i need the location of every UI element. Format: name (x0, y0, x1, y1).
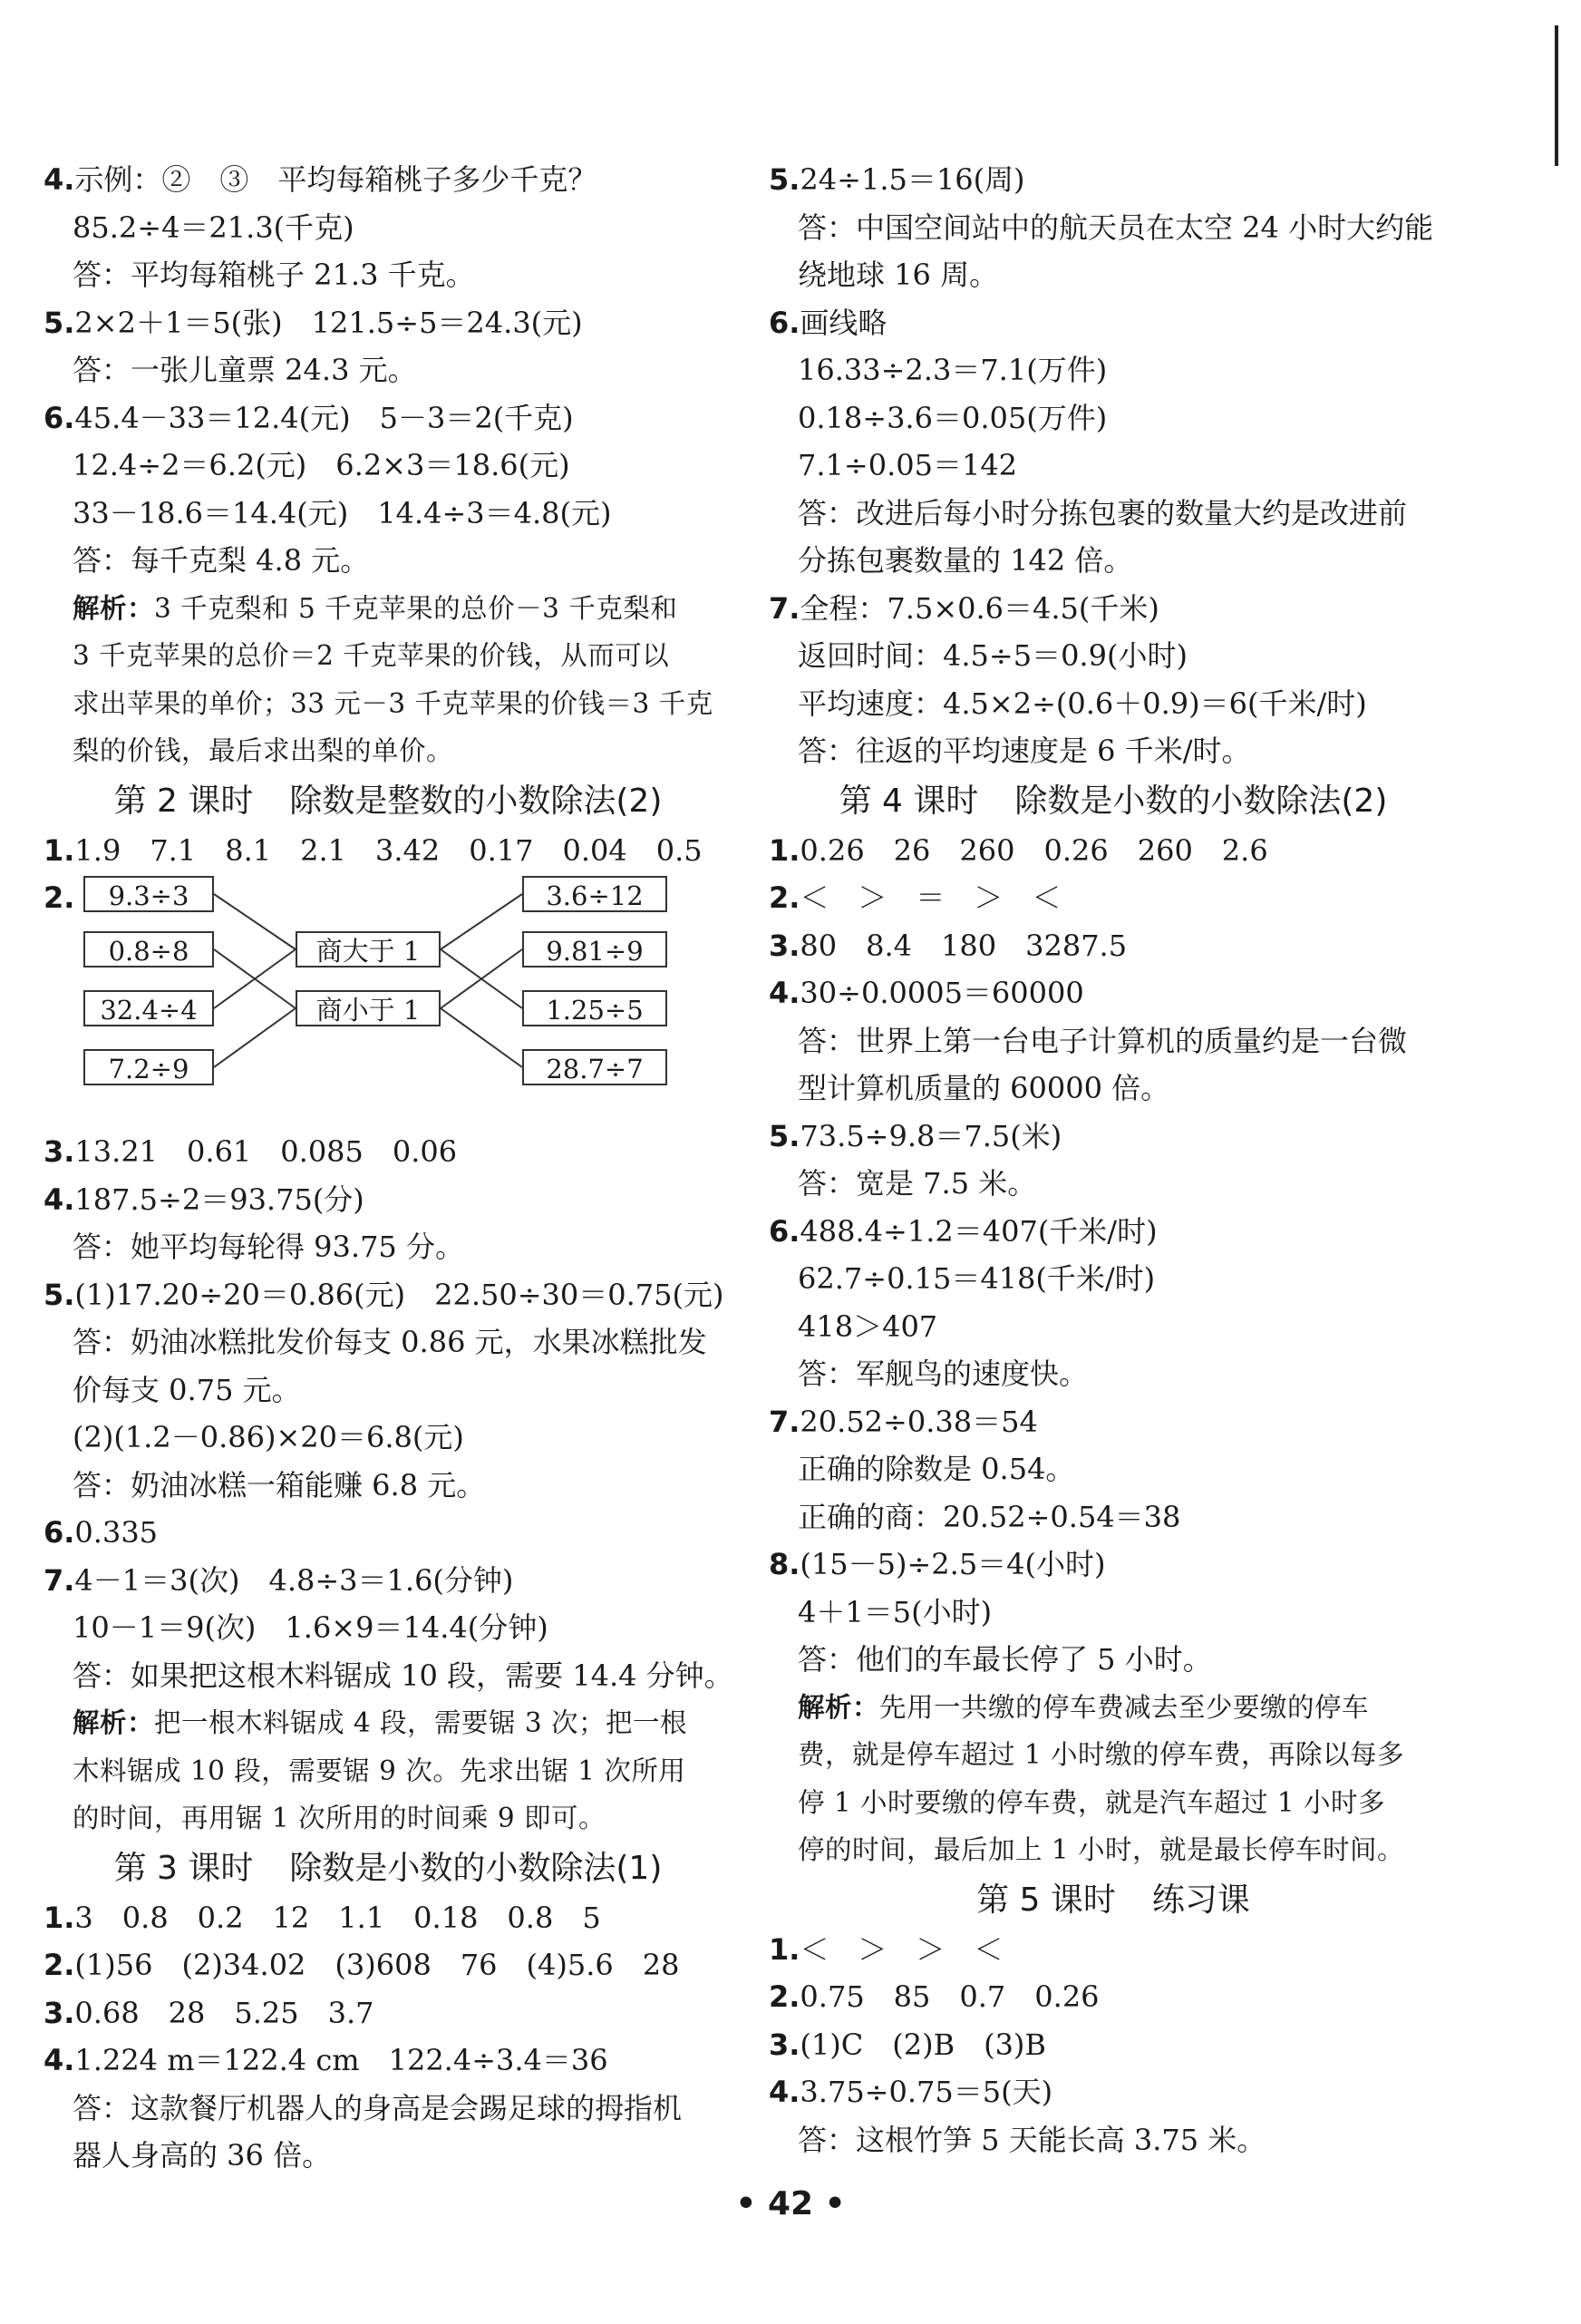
answer-line (769, 2116, 1458, 2164)
answer-line (44, 727, 732, 775)
analysis-label: 解析： (798, 1691, 880, 1723)
answer-line (44, 1652, 732, 1700)
line-text: 画线略 (800, 305, 887, 340)
line-text: 0.75 85 0.7 0.26 (800, 1979, 1100, 2014)
line-text: 停 1 小时要缴的停车费，就是汽车超过 1 小时多 (798, 1786, 1386, 1818)
line-text: 答：平均每箱桃子 21.3 千克。 (73, 258, 475, 292)
right-column (769, 156, 1458, 2164)
expr-box: 9.3÷3 (83, 876, 214, 912)
answer-line (44, 490, 732, 538)
question-number: 7. (769, 590, 800, 626)
question-line (769, 922, 1458, 970)
line-text: 答：改进后每小时分拣包裹的数量大约是改进前 (798, 495, 1408, 530)
line-text: 20.52÷0.38＝54 (800, 1404, 1038, 1439)
line-text: 答：这款餐厅机器人的身高是会踢足球的拇指机 (73, 2090, 683, 2125)
question-number: 8. (769, 1547, 800, 1581)
link-9.3-gt1 (214, 894, 296, 949)
expr-box: 3.6÷12 (522, 876, 667, 912)
answer-line (769, 680, 1458, 728)
line-text: (2)(1.2－0.86)×20＝6.8(元) (73, 1420, 464, 1454)
line-text: 绕地球 16 周。 (798, 258, 999, 292)
question-line (769, 969, 1458, 1017)
line-text: 187.5÷2＝93.75(分) (74, 1181, 364, 1217)
line-text: 4－1＝3(次) 4.8÷3＝1.6(分钟) (74, 1562, 514, 1598)
line-text: 4＋1＝5(小时) (798, 1594, 993, 1629)
question-number: 5. (769, 1118, 800, 1153)
line-text: 80 8.4 180 3287.5 (800, 928, 1128, 963)
line-text: 85.2÷4＝21.3(千克) (73, 209, 354, 245)
question-number: 3. (769, 928, 800, 963)
question-line (769, 1541, 1458, 1589)
question-number: 4. (44, 1181, 75, 1217)
link-lt1-28.7 (441, 1008, 522, 1067)
analysis-line (44, 1699, 732, 1747)
question-number: 3. (44, 1134, 75, 1169)
category-box-less: 商小于 1 (296, 990, 441, 1026)
question-number: 2. (44, 1948, 75, 1982)
answer-line (769, 537, 1458, 585)
question-number: 4. (44, 162, 75, 197)
answer-line (44, 442, 732, 490)
line-text: 24÷1.5＝16(周) (800, 162, 1025, 197)
question-number: 5. (44, 305, 75, 340)
answer-line (769, 1826, 1458, 1874)
line-text: 答：奶油冰糕批发价每支 0.86 元，水果冰糕批发 (73, 1325, 707, 1359)
answer-line (769, 1160, 1458, 1208)
answer-line (44, 2085, 732, 2133)
question-number: 6. (44, 1515, 75, 1550)
answer-line: 1.1.9 7.1 8.1 2.1 3.42 0.17 0.04 0.5 (44, 832, 703, 868)
question-number: 2. (44, 880, 75, 915)
line-text: 0.18÷3.6＝0.05(万件) (798, 400, 1108, 435)
line-text: (15－5)÷2.5＝4(小时) (800, 1547, 1106, 1581)
expr-box: 7.2÷9 (83, 1049, 214, 1085)
line-text: 答：奶油冰糕一箱能赚 6.8 元。 (73, 1467, 486, 1502)
answer-line (44, 2132, 732, 2180)
question-line (769, 2068, 1458, 2116)
line-text: 答：往返的平均速度是 6 千米/时。 (798, 734, 1251, 768)
line-text: 答：一张儿童票 24.3 元。 (73, 353, 417, 387)
question-number: 1. (769, 1931, 800, 1967)
answer-line (769, 1493, 1458, 1541)
question-number: 5. (44, 1277, 75, 1312)
answer-line (44, 537, 732, 585)
line-text: 16.33÷2.3＝7.1(万件) (798, 353, 1108, 387)
line-text: 45.4－33＝12.4(元) 5－3＝2(千克) (74, 400, 574, 435)
line-text: 器人身高的 36 倍。 (73, 2138, 332, 2173)
line-text: 示例：② ③ 平均每箱桃子多少千克？ (74, 162, 597, 197)
line-text: 418＞407 (798, 1308, 938, 1344)
page-edge-mark (1555, 25, 1558, 166)
question-line (769, 1973, 1458, 2021)
question-line (769, 585, 1458, 633)
line-text: 平均速度：4.5×2÷(0.6＋0.9)＝6(千米/时) (798, 686, 1367, 721)
expr-box: 28.7÷7 (522, 1049, 667, 1085)
answer-line (769, 1350, 1458, 1398)
question-line (769, 1926, 1458, 1974)
line-text: 把一根木料锯成 4 段，需要锯 3 次；把一根 (154, 1707, 688, 1738)
line-text: 停的时间，最后加上 1 小时，就是最长停车时间。 (798, 1834, 1405, 1865)
question-number: 3. (769, 2027, 800, 2062)
analysis-line (44, 585, 732, 633)
section-heading-lesson-3: 第 3 课时 除数是小数的小数除法(1) (113, 1849, 663, 1887)
answer-line (769, 1065, 1458, 1113)
answer-line (769, 204, 1458, 252)
line-text: 价每支 0.75 元。 (73, 1372, 301, 1407)
line-text: 1.224 m＝122.4 cm 122.4÷3.4＝36 (74, 2043, 608, 2077)
matching-diagram (44, 874, 732, 1128)
line-text: 答：中国空间站中的航天员在太空 24 小时大约能 (798, 209, 1434, 245)
line-text: 0.68 28 5.25 3.7 (74, 1995, 374, 2030)
line-text: 返回时间：4.5÷5＝0.9(小时) (798, 638, 1188, 673)
question-line (44, 1941, 732, 1989)
question-line (44, 1509, 732, 1557)
line-text: 62.7÷0.15＝418(千米/时) (798, 1261, 1156, 1296)
line-text: 33－18.6＝14.4(元) 14.4÷3＝4.8(元) (73, 495, 612, 530)
question-line (44, 1176, 732, 1224)
question-line (769, 1398, 1458, 1446)
line-text: 答：她平均每轮得 93.75 分。 (73, 1230, 464, 1264)
line-text: 答：军舰鸟的速度快。 (798, 1356, 1089, 1391)
question-number: 5. (769, 162, 800, 197)
page-number: • 42 • (735, 2185, 846, 2222)
line-text: 7.1÷0.05＝142 (798, 448, 1018, 482)
answer-line (44, 1747, 732, 1795)
section-heading-lesson-5: 第 5 课时 练习课 (976, 1881, 1250, 1919)
line-text: 答：世界上第一台电子计算机的质量约是一台微 (798, 1023, 1408, 1058)
expr-box: 9.81÷9 (522, 931, 667, 968)
question-line (769, 156, 1458, 204)
question-line (44, 156, 732, 204)
question-number: 7. (44, 1562, 75, 1598)
analysis-line (769, 1684, 1458, 1732)
line-text: 正确的除数是 0.54。 (798, 1452, 1075, 1486)
category-box-greater: 商大于 1 (296, 931, 441, 968)
answer-line (44, 1462, 732, 1510)
line-text: ＜ ＞ ＞ ＜ (800, 1931, 1004, 1967)
question-line (769, 1113, 1458, 1161)
section-heading-lesson-2: 第 2 课时 除数是整数的小数除法(2) (113, 782, 663, 820)
question-line (44, 1271, 732, 1319)
line-text: 0.335 (74, 1515, 159, 1550)
line-text: 3 0.8 0.2 12 1.1 0.18 0.8 5 (74, 1900, 601, 1935)
analysis-label: 解析： (73, 1707, 155, 1738)
line-text: (1)C (2)B (3)B (800, 2027, 1046, 2062)
question-number: 4. (769, 2075, 800, 2109)
line-text: 答：宽是 7.5 米。 (798, 1166, 1037, 1201)
answer-line (44, 346, 732, 394)
question-line (44, 1989, 732, 2037)
answer-line (769, 632, 1458, 680)
question-number: 3. (44, 1995, 75, 2030)
answer-line (769, 346, 1458, 394)
line-text: 3.75÷0.75＝5(天) (800, 2075, 1053, 2109)
line-text: 答：如果把这根木料锯成 10 段，需要 14.4 分钟。 (73, 1658, 733, 1693)
answer-line (44, 1414, 732, 1462)
line-text: 先用一共缴的停车费减去至少要缴的停车 (879, 1691, 1370, 1723)
question-line (44, 1557, 732, 1605)
question-line (769, 1208, 1458, 1256)
question-line (769, 874, 1458, 922)
line-text: 型计算机质量的 60000 倍。 (798, 1071, 1170, 1105)
answer-line (769, 1255, 1458, 1303)
question-number: 2. (769, 1979, 800, 2014)
expr-box: 32.4÷4 (83, 990, 214, 1026)
line-text: 2×2＋1＝5(张) 121.5÷5＝24.3(元) (74, 305, 583, 340)
answer-line (44, 1794, 732, 1843)
line-text: 3 千克梨和 5 千克苹果的总价－3 千克梨和 (154, 592, 678, 624)
answer-line (44, 1366, 732, 1415)
answer-line (769, 1017, 1458, 1065)
question-number: 6. (44, 400, 75, 435)
question-number: 2. (769, 880, 800, 915)
line-text: 梨的价钱，最后求出梨的单价。 (73, 735, 454, 766)
line-text: 正确的商：20.52÷0.54＝38 (798, 1499, 1181, 1534)
line-text: 13.21 0.61 0.085 0.06 (74, 1134, 458, 1169)
expr-box: 0.8÷8 (83, 931, 214, 968)
question-line (44, 1128, 732, 1176)
line-text: ＜ ＞ ＝ ＞ ＜ (800, 880, 1062, 915)
line-text: 12.4÷2＝6.2(元) 6.2×3＝18.6(元) (73, 448, 570, 482)
answer-line (769, 251, 1458, 299)
question-line (44, 1894, 732, 1942)
answer-line (769, 442, 1458, 490)
answer-line (44, 632, 732, 680)
line-text: 分拣包裹数量的 142 倍。 (798, 543, 1133, 578)
answer-line (44, 1604, 732, 1652)
line-text: 10－1＝9(次) 1.6×9＝14.4(分钟) (73, 1610, 548, 1645)
answer-line (769, 1303, 1458, 1351)
question-number: 1. (769, 832, 800, 868)
answer-line (769, 394, 1458, 442)
answer-line (769, 1589, 1458, 1637)
line-text: 3 千克苹果的总价＝2 千克苹果的价钱，从而可以 (73, 640, 670, 671)
question-number: 1. (44, 1900, 75, 1935)
line-text: 费，就是停车超过 1 小时缴的停车费，再除以每多 (798, 1739, 1405, 1770)
answer-line (44, 1223, 732, 1271)
answer-line (769, 727, 1458, 775)
question-line (44, 299, 732, 347)
question-line (769, 2021, 1458, 2069)
answer-line (769, 1445, 1458, 1493)
line-text: 的时间，再用锯 1 次所用的时间乘 9 即可。 (73, 1803, 606, 1833)
question-line (769, 827, 1458, 875)
question-number: 7. (769, 1404, 800, 1439)
line-text: 全程：7.5×0.6＝4.5(千米) (800, 590, 1159, 626)
line-text: 答：他们的车最长停了 5 小时。 (798, 1642, 1212, 1677)
line-text: 0.26 26 260 0.26 260 2.6 (800, 832, 1268, 868)
question-line (769, 299, 1458, 347)
question-number: 6. (769, 1213, 800, 1249)
answer-line (44, 680, 732, 728)
answer-line (769, 1779, 1458, 1827)
left-column (44, 156, 732, 2180)
line-text: 求出苹果的单价；33 元－3 千克苹果的价钱＝3 千克 (73, 687, 713, 719)
analysis-label: 解析： (73, 592, 155, 624)
answer-line (44, 1318, 732, 1366)
question-number: 4. (769, 976, 800, 1010)
answer-line (769, 1636, 1458, 1684)
answer-line (769, 1731, 1458, 1779)
section-heading-lesson-4: 第 4 课时 除数是小数的小数除法(2) (839, 782, 1388, 820)
line-text: 答：每千克梨 4.8 元。 (73, 543, 370, 578)
question-line (44, 394, 732, 442)
line-text: (1)17.20÷20＝0.86(元) 22.50÷30＝0.75(元) (74, 1277, 724, 1312)
answer-line (44, 251, 732, 299)
line-text: 答：这根竹笋 5 天能长高 3.75 米。 (798, 2122, 1266, 2157)
question-line (44, 2037, 732, 2085)
answer-line (44, 204, 732, 252)
line-text: 488.4÷1.2＝407(千米/时) (800, 1213, 1158, 1249)
question-number: 6. (769, 305, 800, 340)
line-text: 73.5÷9.8＝7.5(米) (800, 1118, 1062, 1153)
question-number: 4. (44, 2043, 75, 2077)
expr-box: 1.25÷5 (522, 990, 667, 1026)
answer-line (769, 490, 1458, 538)
line-text: 木料锯成 10 段，需要锯 9 次。先求出锯 1 次所用 (73, 1755, 686, 1786)
line-text: 30÷0.0005＝60000 (800, 976, 1084, 1010)
line-text: (1)56 (2)34.02 (3)608 76 (4)5.6 28 (74, 1948, 680, 1982)
link-7.2-lt1 (214, 1008, 296, 1067)
link-gt1-3.6 (441, 894, 522, 949)
